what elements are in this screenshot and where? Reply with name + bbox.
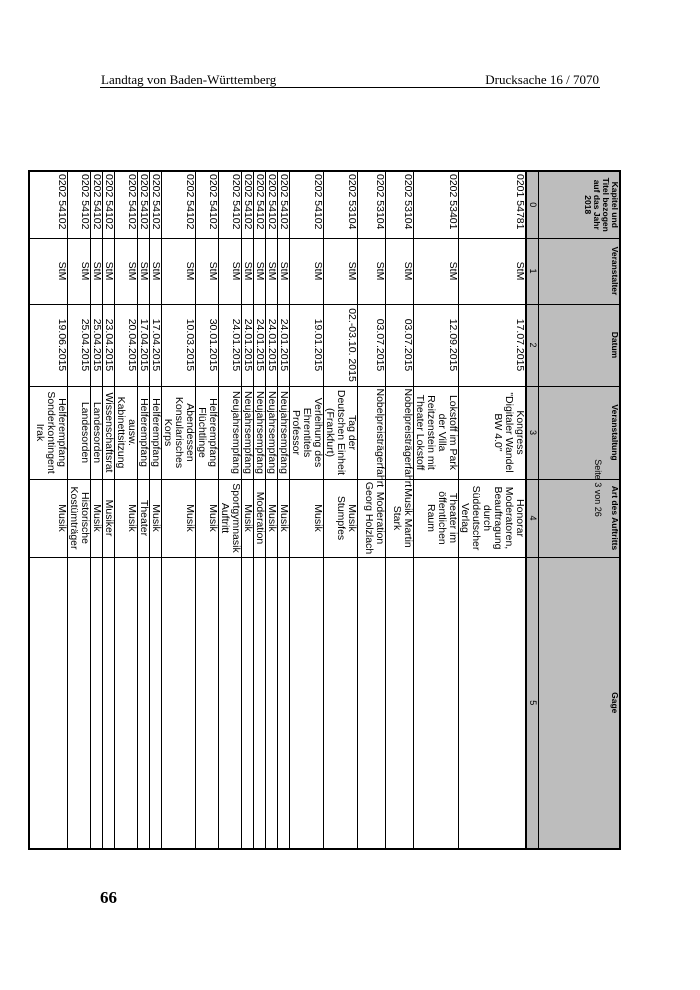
table-cell: StM	[278, 238, 290, 304]
table-cell: 0202 54102	[68, 171, 91, 238]
table-cell: 0202 54102	[290, 171, 324, 238]
table-row	[290, 171, 324, 849]
table-row	[150, 171, 162, 849]
column-header: Kapitel und Titel bezogen auf das Jahr 2018	[539, 171, 621, 238]
table-cell: StM	[242, 238, 254, 304]
table-cell: StM	[358, 238, 386, 304]
table-cell	[254, 557, 266, 849]
column-header: Veranstaltung	[539, 386, 621, 479]
table-cell	[414, 557, 459, 849]
table-cell: Musik Stumpfes	[324, 479, 358, 557]
table-cell	[162, 557, 196, 849]
table-cell: Helferempfang Flüchtlinge	[196, 386, 219, 479]
table-cell: 0202 53104	[324, 171, 358, 238]
table-cell: 0202 54102	[138, 171, 150, 238]
column-header: Art des Auftritts	[539, 479, 621, 557]
table-cell: Wissenschaftsrat	[103, 386, 115, 479]
table-cell: StM	[196, 238, 219, 304]
table-row	[414, 171, 459, 849]
table-body	[30, 171, 527, 849]
table-row	[266, 171, 278, 849]
table-cell: StM	[68, 238, 91, 304]
table-cell	[103, 557, 115, 849]
table-cell: 17.04.2015	[150, 304, 162, 386]
table-cell: StM	[414, 238, 459, 304]
table-cell: 0202 53104	[386, 171, 414, 238]
table-cell: StM	[162, 238, 196, 304]
table-cell: Historische Kostümträger	[68, 479, 91, 557]
table-cell: Neujahrsempfang	[242, 386, 254, 479]
table-cell: Musik	[242, 479, 254, 557]
table-cell: Verleihung des Ehrentitels Professor	[290, 386, 324, 479]
table-row	[324, 171, 358, 849]
table-row	[196, 171, 219, 849]
column-number: 4	[526, 479, 539, 557]
table-cell: Helferempfang	[138, 386, 150, 479]
table-cell	[30, 557, 68, 849]
table-cell: 0202 54102	[266, 171, 278, 238]
table-cell: Honorar Moderatoren, Beauftragung durch Süddeutscher Verlag	[459, 479, 527, 557]
table-cell: 0202 54102	[162, 171, 196, 238]
table-row	[459, 171, 527, 849]
table-cell: Tag der Deutschen Einheit (Frankfurt)	[324, 386, 358, 479]
column-header: Datum	[539, 304, 621, 386]
table-cell: Moderation Georg Holzlach	[358, 479, 386, 557]
table-cell	[324, 557, 358, 849]
table-cell: Landesorden	[91, 386, 103, 479]
column-header: Gage	[539, 557, 621, 849]
table-cell: Theater	[138, 479, 150, 557]
table-cell: 24.01.2015	[219, 304, 242, 386]
table-row	[115, 171, 138, 849]
table-cell: StM	[138, 238, 150, 304]
table-cell: Musik	[196, 479, 219, 557]
table-row	[242, 171, 254, 849]
column-number: 1	[526, 238, 539, 304]
table-cell: 25.04.2015	[91, 304, 103, 386]
table-row	[68, 171, 91, 849]
table-cell: Helferempfang	[150, 386, 162, 479]
table-row	[138, 171, 150, 849]
table-cell: StM	[219, 238, 242, 304]
table-cell: 02.-03.10. 2015	[324, 304, 358, 386]
table-cell: Musik	[115, 479, 138, 557]
table-cell: 23.04.2015	[103, 304, 115, 386]
column-header: Veranstalter	[539, 238, 621, 304]
column-number: 5	[526, 557, 539, 849]
table-cell	[196, 557, 219, 849]
table-cell	[150, 557, 162, 849]
table-cell: 17.04.2015	[138, 304, 150, 386]
table-cell	[219, 557, 242, 849]
table-row	[91, 171, 103, 849]
table-row	[358, 171, 386, 849]
table-cell: 24.01.2015	[278, 304, 290, 386]
table-cell: Sportgymnasik Auftritt	[219, 479, 242, 557]
table-cell: 0202 54102	[91, 171, 103, 238]
header-rule	[100, 87, 600, 88]
table-cell	[266, 557, 278, 849]
table-cell: Theater im öffentlichen Raum	[414, 479, 459, 557]
table-cell: Musik	[91, 479, 103, 557]
table-cell: Neujahrsempfang	[254, 386, 266, 479]
table-cell: Abendessen Konsularisches Korps	[162, 386, 196, 479]
table-cell: 0202 54102	[103, 171, 115, 238]
table-cell: Lokstoff im Park der Villa Reitzenstein mit Theater Lokstoff	[414, 386, 459, 479]
table-cell: Nobelpreisträgerfahrt	[386, 386, 414, 479]
table-cell: ausw. Kabinettsitzung	[115, 386, 138, 479]
column-number: 0	[526, 171, 539, 238]
table-cell: 0201 54781	[459, 171, 527, 238]
table-cell: StM	[254, 238, 266, 304]
table-cell: 0202 54102	[115, 171, 138, 238]
table-cell: 0202 54102	[242, 171, 254, 238]
events-table	[29, 170, 622, 850]
table-cell: Moderation	[254, 479, 266, 557]
table-cell: 30.01.2015	[196, 304, 219, 386]
table-cell: 0202 54102	[150, 171, 162, 238]
page-number: 66	[100, 888, 117, 907]
table-cell	[115, 557, 138, 849]
table-cell: Neujahrsempfang	[266, 386, 278, 479]
table-cell: 03.07.2015	[386, 304, 414, 386]
table-cell	[68, 557, 91, 849]
table-cell	[138, 557, 150, 849]
table-cell: Musik Martin Stark	[386, 479, 414, 557]
table-row	[103, 171, 115, 849]
table-cell: Kongress "Digitaler Wandel BW 4.0"	[459, 386, 527, 479]
table-row	[254, 171, 266, 849]
table-cell: 20.04.2015	[115, 304, 138, 386]
header-right: Drucksache 16 / 7070	[485, 72, 599, 87]
table-cell: StM	[290, 238, 324, 304]
table-cell: StM	[324, 238, 358, 304]
table-cell: Musik	[278, 479, 290, 557]
table-cell: Musik	[266, 479, 278, 557]
table-cell: StM	[459, 238, 527, 304]
table-row	[386, 171, 414, 849]
table-cell: Helferempfang Sonderkontingent Irak	[30, 386, 68, 479]
table-cell: 17.07.2015	[459, 304, 527, 386]
table-cell: 0202 54102	[196, 171, 219, 238]
table-cell: StM	[266, 238, 278, 304]
rotated-table-container	[34, 170, 621, 848]
table-cell: StM	[150, 238, 162, 304]
header-left: Landtag von Baden-Württemberg	[101, 72, 277, 87]
table-cell: Musik	[150, 479, 162, 557]
table-cell: Nobelpreisträgerfahrt	[358, 386, 386, 479]
table-cell: 24.01.2015	[254, 304, 266, 386]
table-cell	[242, 557, 254, 849]
table-cell: Musik	[162, 479, 196, 557]
table-cell	[278, 557, 290, 849]
table-cell: Neujahrsempfang	[219, 386, 242, 479]
table-cell: 0202 53104	[358, 171, 386, 238]
table-cell: Musik	[290, 479, 324, 557]
table-cell: StM	[30, 238, 68, 304]
table-cell: 03.07.2015	[358, 304, 386, 386]
table-cell	[358, 557, 386, 849]
table-cell: 0202 54102	[278, 171, 290, 238]
table-cell: StM	[386, 238, 414, 304]
table-cell: 10.03.2015	[162, 304, 196, 386]
table-cell: 25.04.2015	[68, 304, 91, 386]
table-row	[30, 171, 68, 849]
table-cell: StM	[115, 238, 138, 304]
table-cell: 0202 54102	[30, 171, 68, 238]
table-cell	[386, 557, 414, 849]
table-cell: Musik	[30, 479, 68, 557]
table-cell: 12.09.2015	[414, 304, 459, 386]
table-cell: 19.06.2015	[30, 304, 68, 386]
table-row	[162, 171, 196, 849]
column-number: 2	[526, 304, 539, 386]
table-cell: Musiker	[103, 479, 115, 557]
table-cell: Landesorden	[68, 386, 91, 479]
table-cell: 0202 53401	[414, 171, 459, 238]
table-cell: 0202 54102	[219, 171, 242, 238]
table-cell	[290, 557, 324, 849]
table-cell	[459, 557, 527, 849]
table-row	[278, 171, 290, 849]
table-cell: StM	[91, 238, 103, 304]
table-cell: 24.01.2015	[266, 304, 278, 386]
page-footer: Seite 3 von 26	[593, 459, 603, 517]
table-cell: 19.01.2015	[290, 304, 324, 386]
table-cell: StM	[103, 238, 115, 304]
table-cell: 24.01.2015	[242, 304, 254, 386]
column-number: 3	[526, 386, 539, 479]
table-cell: Neujahrsempfang	[278, 386, 290, 479]
table-cell: 0202 54102	[254, 171, 266, 238]
table-row	[219, 171, 242, 849]
table-cell	[91, 557, 103, 849]
